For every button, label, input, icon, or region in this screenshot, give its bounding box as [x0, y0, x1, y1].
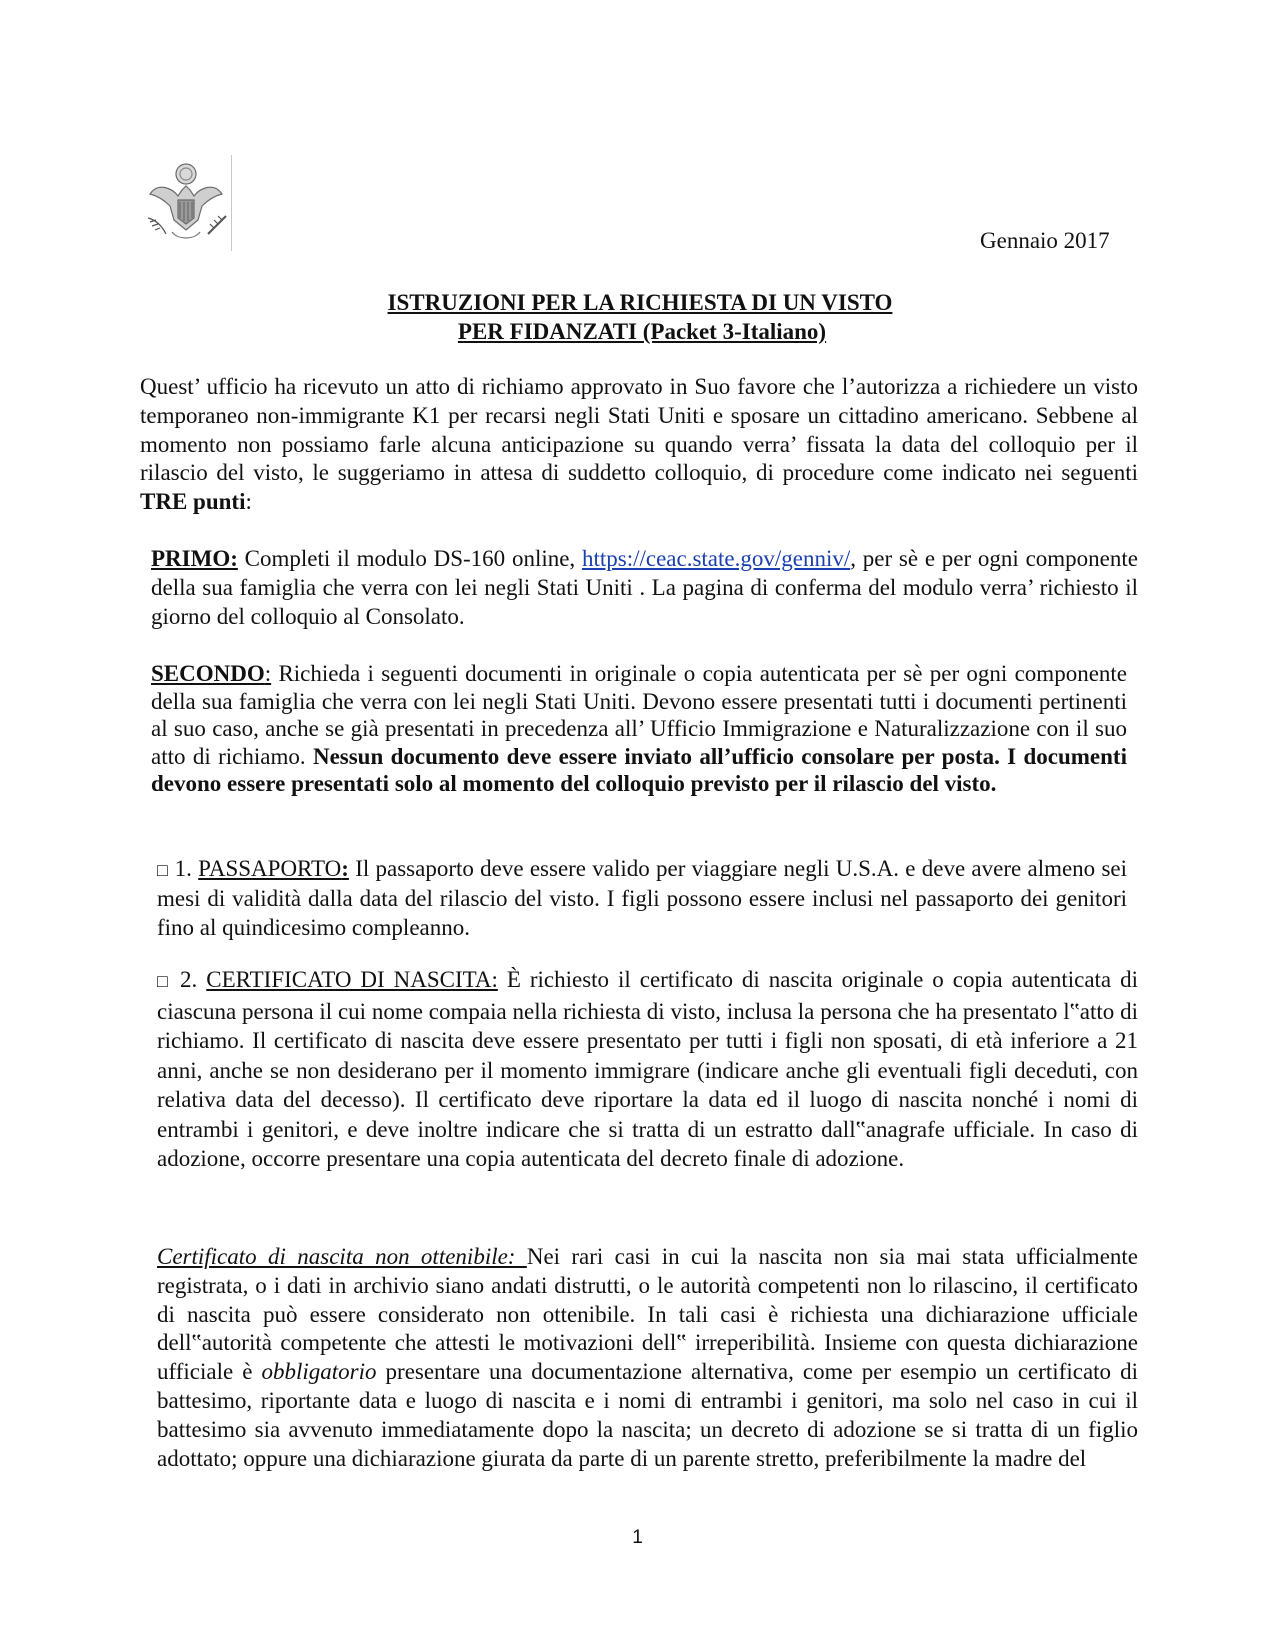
non-ottenibile-paragraph	[157, 1243, 1138, 1473]
secondo-paragraph	[151, 660, 1127, 798]
passaporto-text: Il passaporto deve essere valido per viaggiare negli U.S.A. e deve avere almeno sei mesi di validità dalla data del rilascio del visto. I figli possono essere inclusi nel passaporto dei genitori fino al quindicesimo compleanno.	[157, 856, 1127, 940]
ds160-link[interactable]: https://ceac.state.gov/genniv/	[581, 546, 851, 571]
passaporto-item	[157, 855, 1127, 942]
document-title	[140, 288, 1140, 346]
passaporto-colon: :	[341, 856, 349, 881]
page-number: 1	[632, 1527, 643, 1548]
certificato-text: È richiesto il certificato di nascita originale o copia autenticata di ciascuna persona il cui nome compaia nella richiesta di visto, inclusa la persona che ha presentato l‟atto di richiamo. Il certificato di nascita deve essere presentato per tutti i figli non sposati, di età inferiore a 21 anni, anche se non desiderano per il momento immigrare (indicare anche gli eventuali figli deceduti, con relativa data del decesso). Il certificato deve riportare la data ed il luogo di nascita nonché i nomi di entrambi i genitori, e deve inoltre indicare che si tratta di un estratto dall‟anagrafe ufficiale. In caso di adozione, occorre presentare una copia autenticata del decreto finale di adozione.	[157, 967, 1138, 1171]
primo-text-before: Completi il modulo DS-160 online,	[237, 546, 582, 571]
header-divider	[231, 155, 232, 251]
title-line-2: PER FIDANZATI (Packet 3-Italiano)	[457, 319, 827, 344]
secondo-bold-text: Nessun documento deve essere inviato all’ufficio consolare per posta. I documenti devono essere presentati solo al momento del colloquio previsto per il rilascio del visto.	[151, 743, 1127, 796]
title-line-1: ISTRUZIONI PER LA RICHIESTA DI UN VISTO	[387, 290, 893, 315]
document-date: Gennaio 2017	[980, 228, 1110, 253]
certificato-item	[157, 965, 1138, 1174]
non-ottenibile-text-before: Nei rari casi in cui la nascita non sia mai stata ufficialmente registrata, o i dati in archivio siano andati distrutti, o le autorità competenti non lo rilascino, il certificato di nascita può essere considerato non ottenibile. In tali casi è richiesta una dichiarazione ufficiale dell‟autorità competente che attesti le motivazioni dell‟ irreperibilità. Insieme con questa dichiarazione ufficiale è	[157, 1244, 1139, 1385]
non-ottenibile-label: Certificato di nascita non ottenibile:	[157, 1244, 527, 1269]
primo-text-after: , per sè e per ogni componente della sua famiglia che verra con lei negli Stati Uniti . La pagina di conferma del modulo verra’ richiesto il giorno del colloquio al Consolato.	[151, 546, 1138, 629]
non-ottenibile-italic: obbligatorio	[261, 1359, 377, 1385]
passaporto-number: 1.	[168, 856, 199, 881]
primo-label: PRIMO:	[151, 546, 238, 571]
us-seal-icon	[142, 160, 232, 248]
certificato-number: 2.	[171, 967, 207, 992]
passaporto-label: PASSAPORTO	[198, 856, 342, 881]
intro-end: :	[245, 489, 252, 515]
passaporto-checkbox[interactable]: □	[157, 860, 169, 880]
secondo-colon: :	[264, 661, 272, 686]
secondo-text: Richieda i seguenti documenti in originale o copia autenticata per sè per ogni componente della sua famiglia che verra con lei negli Stati Uniti. Devono essere presentati tutti i documenti pertinenti al suo caso, anche se già presentati in precedenza all’ Ufficio Immigrazione e Naturalizzazione con il suo atto di richiamo.	[151, 661, 1127, 769]
non-ottenibile-text-after: presentare una documentazione alternativa, come per esempio un certificato di battesimo, riportante data e luogo di nascita e i nomi di entrambi i genitori, ma solo nel caso in cui il battesimo sia avvenuto immediatamente dopo la nascita; un decreto di adozione se si tratta di un figlio adottato; oppure una dichiarazione giurata da parte di un parente stretto, preferibilmente la madre del	[157, 1359, 1138, 1471]
certificato-checkbox[interactable]: □	[157, 971, 172, 991]
secondo-label: SECONDO	[151, 661, 265, 686]
primo-paragraph	[151, 545, 1138, 631]
intro-paragraph	[140, 373, 1138, 517]
intro-text: Quest’ ufficio ha ricevuto un atto di richiamo approvato in Suo favore che l’autorizza a richiedere un visto temporaneo non-immigrante K1 per recarsi negli Stati Uniti e sposare un cittadino americano. Sebbene al momento non possiamo farle alcuna anticipazione su quando verra’ fissata la data del colloquio per il rilascio del visto, le suggeriamo in attesa di suddetto colloquio, di procedure come indicato nei seguenti	[140, 374, 1138, 486]
intro-emphasis: TRE punti	[140, 489, 246, 515]
certificato-label: CERTIFICATO DI NASCITA:	[206, 967, 498, 992]
